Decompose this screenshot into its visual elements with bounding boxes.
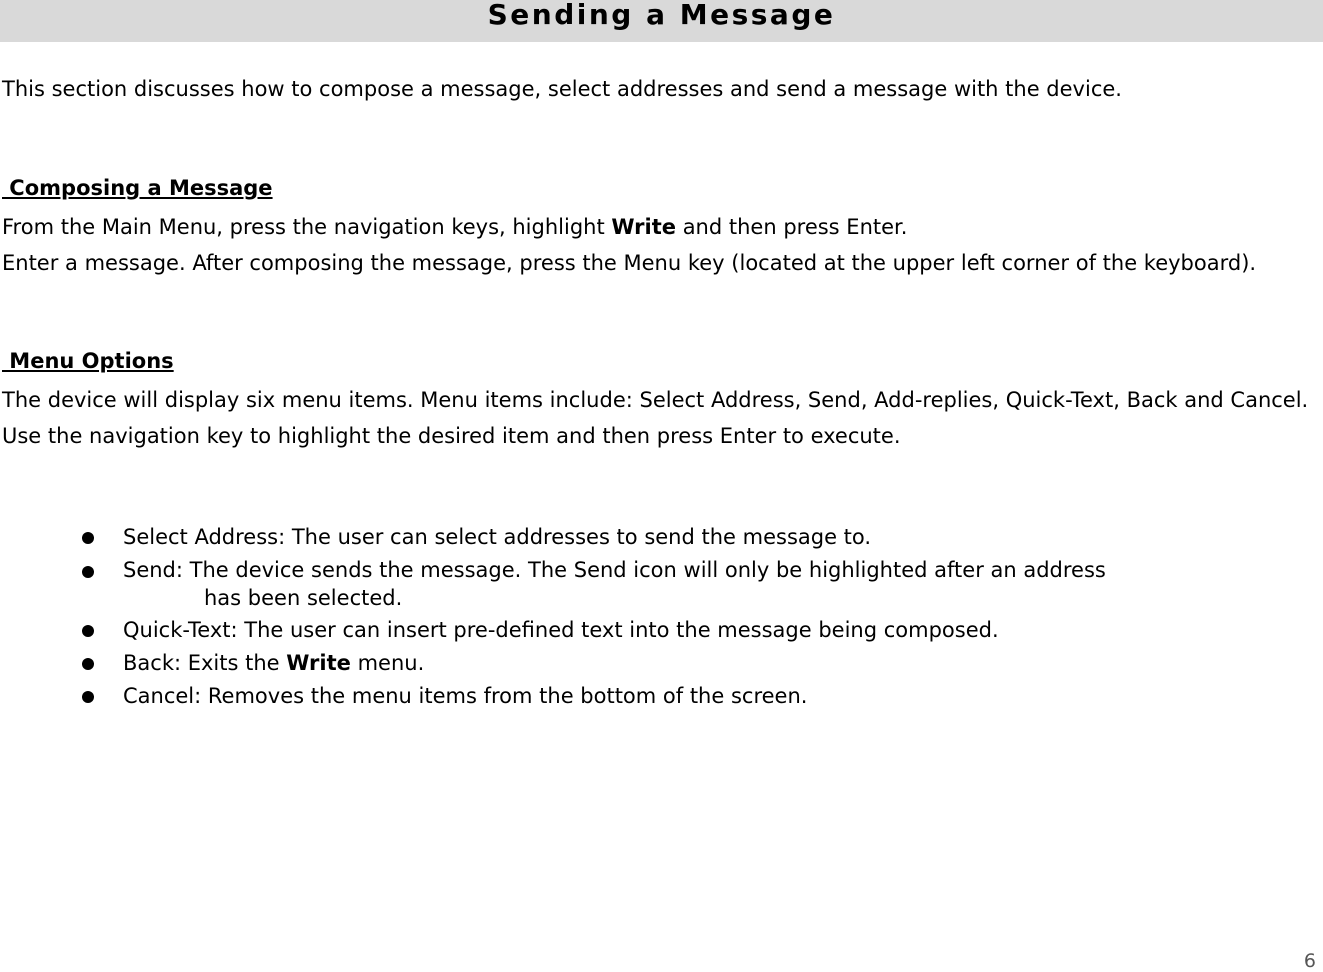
list-item-text: Back: Exits the xyxy=(123,651,287,675)
bullet-icon xyxy=(82,566,94,578)
list-item-text: Quick-Text: The user can insert pre-defined text into the message being composed. xyxy=(123,618,999,642)
composing-heading: Composing a Message xyxy=(2,176,273,200)
write-menu-name: Write xyxy=(286,651,351,675)
bullet-icon xyxy=(82,691,94,703)
list-item-text: Select Address: The user can select addresses to send the message to. xyxy=(123,525,872,549)
menu-items-list xyxy=(0,522,1323,712)
bullet-icon xyxy=(82,625,94,637)
list-item-text-continued: has been selected. xyxy=(204,586,403,610)
composing-step-1 xyxy=(2,212,1317,243)
list-item-text-tail: menu. xyxy=(350,651,425,675)
intro-paragraph: This section discusses how to compose a message, select addresses and send a message with the device. xyxy=(2,77,1122,101)
page-number: 6 xyxy=(1303,950,1316,972)
list-item-cancel xyxy=(0,681,1323,712)
composing-step-1-tail: and then press Enter. xyxy=(676,215,908,239)
menu-options-paragraph: The device will display six menu items. Menu items include: Select Address, Send, Add-replies, Quick-Text, Back and Cancel. Use the navigation key to highlight the desired item and then press Enter to execute. xyxy=(2,388,1309,448)
list-item-quick-text xyxy=(0,615,1323,646)
composing-step-1-text: From the Main Menu, press the navigation keys, highlight xyxy=(2,215,612,239)
bullet-icon xyxy=(82,658,94,670)
list-item-text: Cancel: Removes the menu items from the bottom of the screen. xyxy=(123,684,808,708)
composing-step-2: Enter a message. After composing the message, press the Menu key (located at the upper left corner of the keyboard). xyxy=(2,251,1257,275)
list-item-text: Send: The device sends the message. The Send icon will only be highlighted after an address xyxy=(123,558,1106,582)
menu-options-heading: Menu Options xyxy=(2,349,174,373)
list-item-back xyxy=(0,648,1323,679)
bullet-icon xyxy=(82,532,94,544)
list-item-select-address xyxy=(0,522,1323,553)
page-header-bar xyxy=(0,0,1323,42)
write-menu-name: Write xyxy=(611,215,677,239)
page-title: Sending a Message xyxy=(487,0,836,31)
list-item-send xyxy=(0,556,1323,612)
